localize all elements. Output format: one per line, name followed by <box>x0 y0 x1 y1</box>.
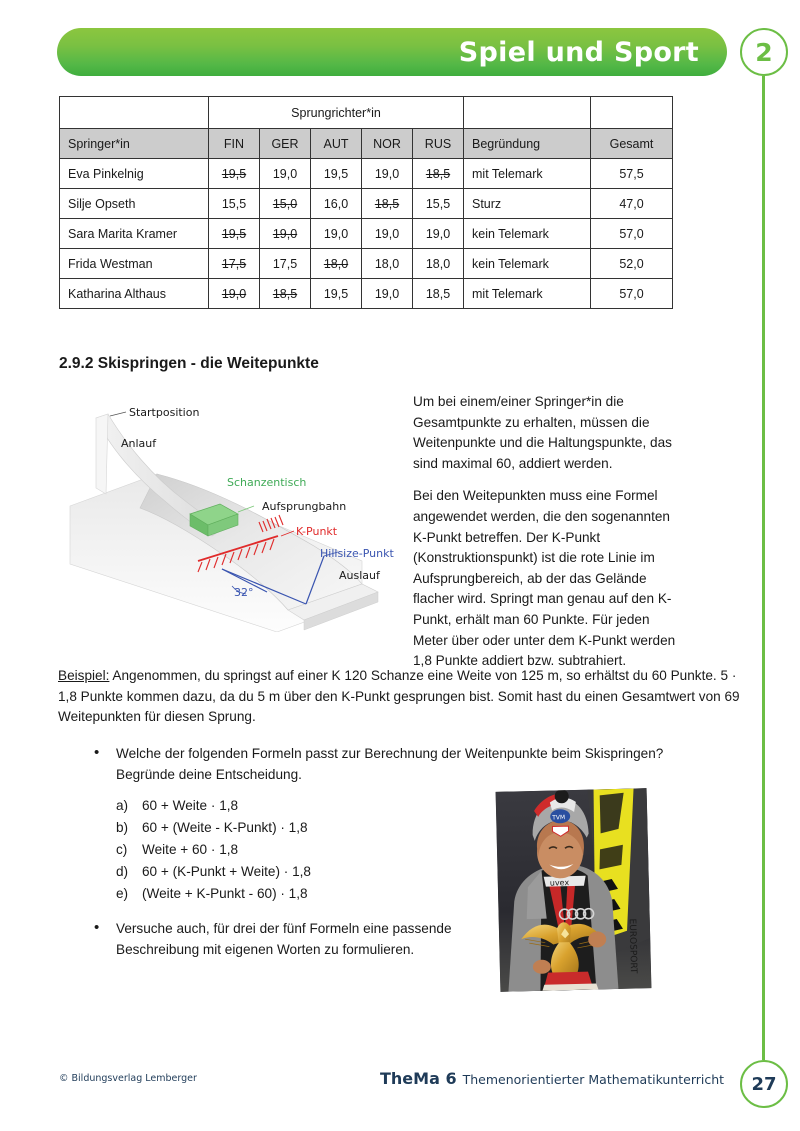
svg-text:TVM: TVM <box>552 814 566 822</box>
formula-option-text: 60 + (Weite - K-Punkt) · 1,8 <box>142 820 308 836</box>
cell-score-struck: 19,5 <box>221 226 247 241</box>
cell-judge-score <box>209 249 260 279</box>
formula-option-key: c) <box>116 842 128 858</box>
svg-text:uvex: uvex <box>549 878 570 888</box>
diagram-label-anlauf: Anlauf <box>121 437 157 450</box>
cell-judge-score <box>209 189 260 219</box>
cell-reason: kein Telemark <box>464 249 591 279</box>
cell-score-struck: 19,0 <box>272 226 298 241</box>
table-row <box>60 249 673 279</box>
cell-judge-score <box>311 249 362 279</box>
cell-score-struck: 17,5 <box>221 256 247 271</box>
intro-text-column <box>413 392 685 672</box>
cell-jumper-name: Sara Marita Kramer <box>60 219 209 249</box>
cell-judge-score <box>413 159 464 189</box>
diagram-label-hillsize-punkt: Hillsize-Punkt <box>320 547 394 560</box>
cell-score: 19,0 <box>272 166 298 181</box>
ski-jump-hill-diagram <box>62 396 407 632</box>
margin-accent-line <box>762 76 765 1060</box>
table-row <box>60 279 673 309</box>
cell-score: 19,0 <box>425 226 451 241</box>
cell-score: 19,5 <box>323 166 349 181</box>
table-column-header: RUS <box>413 129 464 159</box>
example-paragraph <box>58 666 748 728</box>
table-group-header: Sprungrichter*in <box>209 97 464 129</box>
formula-option-key: b) <box>116 820 129 836</box>
intro-paragraph-1: Um bei einem/einer Springer*in die Gesamtpunkte zu erhalten, müssen die Weitenpunkte und die Haltungspunkte, das sind maximal 60, addiert werden. <box>413 394 672 471</box>
table-row <box>60 189 673 219</box>
cell-judge-score <box>362 219 413 249</box>
cell-score: 19,0 <box>374 166 400 181</box>
table-group-header-row <box>60 97 673 129</box>
table-column-header: FIN <box>209 129 260 159</box>
cell-judge-score <box>209 159 260 189</box>
table-column-header: NOR <box>362 129 413 159</box>
formula-option-text: Weite + 60 · 1,8 <box>142 842 239 858</box>
cell-score: 19,0 <box>374 226 400 241</box>
section-heading: 2.9.2 Skispringen - die Weitepunkte <box>59 355 319 372</box>
cell-score-struck: 19,5 <box>221 166 247 181</box>
cell-score-struck: 18,5 <box>272 286 298 301</box>
table-column-header: AUT <box>311 129 362 159</box>
cell-score: 16,0 <box>323 196 349 211</box>
footer-copyright: © Bildungsverlag Lemberger <box>59 1073 197 1084</box>
cell-score: 17,5 <box>272 256 298 271</box>
cell-reason: kein Telemark <box>464 219 591 249</box>
table-blank-cell <box>60 97 209 129</box>
formula-option-text: 60 + Weite · 1,8 <box>142 798 239 814</box>
page-number-badge <box>740 1060 788 1108</box>
cell-jumper-name: Frida Westman <box>60 249 209 279</box>
formula-option-text: (Weite + K-Punkt - 60) · 1,8 <box>142 886 308 902</box>
page-number: 27 <box>751 1073 777 1095</box>
table-row <box>60 159 673 189</box>
diagram-label-aufsprungbahn: Aufsprungbahn <box>262 500 347 513</box>
intro-paragraph-2: Bei den Weitepunkten muss eine Formel angewendet werden, die den sogenannten K-Punkt betreffen. Der K-Punkt (Konstruktionspunkt) ist die rote Linie im Aufsprungbereich, ab der das Gelände flacher wird. Springt man genau auf den K-Punkt, erhält man 60 Punkte. Für jeden Meter über oder unter dem K-Punkt werden 1,8 Punkte addiert bzw. subtrahiert. <box>413 488 676 669</box>
example-text: Angenommen, du springst auf einer K 120 Schanze eine Weite von 125 m, so erhältst du 60 Punkte. 5 · 1,8 Punkte kommen dazu, da du 5 m über den K-Punkt gesprungen bist. Somit hast du einen Gesamtwert von 69 Weitepunkten für diesen Sprung. <box>58 668 740 725</box>
cell-score-struck: 18,5 <box>374 196 400 211</box>
cell-reason: mit Telemark <box>464 159 591 189</box>
ski-jumper-photo <box>496 788 652 992</box>
cell-score-struck: 19,0 <box>221 286 247 301</box>
chapter-header-banner <box>57 28 727 76</box>
cell-judge-score <box>311 279 362 309</box>
table-column-header: Gesamt <box>591 129 673 159</box>
diagram-label-startposition: Startposition <box>129 406 200 419</box>
page-title: Spiel und Sport <box>458 36 699 68</box>
cell-total: 57,5 <box>591 159 673 189</box>
cell-judge-score <box>413 189 464 219</box>
diagram-label-k-punkt: K-Punkt <box>296 525 338 538</box>
cell-total: 52,0 <box>591 249 673 279</box>
svg-text:32°: 32° <box>234 586 254 599</box>
task-bullet-1-line-2: Begründe deine Entscheidung. <box>116 766 302 782</box>
cell-judge-score <box>362 249 413 279</box>
task-bullet-2 <box>88 919 488 960</box>
table-column-header: Springer*in <box>60 129 209 159</box>
table-blank-cell <box>464 97 591 129</box>
cell-judge-score <box>362 189 413 219</box>
task-bullet-2-text: Versuche auch, für drei der fünf Formeln eine passende Beschreibung mit eigenen Worten zu formulieren. <box>116 921 452 957</box>
cell-score: 18,0 <box>374 256 400 271</box>
diagram-label-auslauf: Auslauf <box>339 569 380 582</box>
table-header-row <box>60 129 673 159</box>
table-column-header: GER <box>260 129 311 159</box>
footer-subtitle: Themenorientierter Mathematikunterricht <box>462 1072 725 1087</box>
formula-option-key: d) <box>116 864 129 880</box>
task-bullet-1 <box>88 744 728 785</box>
formula-option-key: a) <box>116 798 129 814</box>
table-column-header: Begründung <box>464 129 591 159</box>
cell-judge-score <box>413 219 464 249</box>
formula-option-text: 60 + (K-Punkt + Weite) · 1,8 <box>142 864 311 880</box>
footer-brand-block <box>380 1069 724 1088</box>
cell-jumper-name: Katharina Althaus <box>60 279 209 309</box>
cell-total: 57,0 <box>591 219 673 249</box>
cell-score: 18,5 <box>425 286 451 301</box>
cell-score: 15,5 <box>221 196 247 211</box>
table-row <box>60 219 673 249</box>
svg-text:EUROSPORT: EUROSPORT <box>626 918 639 974</box>
cell-score: 15,5 <box>425 196 451 211</box>
cell-judge-score <box>362 279 413 309</box>
cell-reason: Sturz <box>464 189 591 219</box>
cell-jumper-name: Eva Pinkelnig <box>60 159 209 189</box>
cell-judge-score <box>311 159 362 189</box>
cell-judge-score <box>311 189 362 219</box>
formula-option-key: e) <box>116 886 129 902</box>
cell-total: 47,0 <box>591 189 673 219</box>
cell-total: 57,0 <box>591 279 673 309</box>
cell-judge-score <box>260 249 311 279</box>
cell-judge-score <box>209 279 260 309</box>
cell-score: 19,0 <box>374 286 400 301</box>
cell-score-struck: 18,0 <box>323 256 349 271</box>
cell-judge-score <box>413 279 464 309</box>
cell-jumper-name: Silje Opseth <box>60 189 209 219</box>
diagram-label-schanzentisch: Schanzentisch <box>227 476 307 489</box>
cell-judge-score <box>260 219 311 249</box>
cell-score-struck: 15,0 <box>272 196 298 211</box>
cell-judge-score <box>413 249 464 279</box>
cell-judge-score <box>260 279 311 309</box>
example-label: Beispiel: <box>58 668 110 683</box>
cell-score-struck: 18,5 <box>425 166 451 181</box>
cell-score: 19,0 <box>323 226 349 241</box>
task-bullet-1-line-1: Welche der folgenden Formeln passt zur Berechnung der Weitenpunkte beim Skispringen? <box>116 746 664 761</box>
footer-brand: TheMa 6 <box>380 1069 457 1088</box>
cell-score: 18,0 <box>425 256 451 271</box>
chapter-number: 2 <box>755 37 773 67</box>
judge-scores-table <box>59 96 673 309</box>
cell-judge-score <box>311 219 362 249</box>
cell-judge-score <box>362 159 413 189</box>
cell-judge-score <box>260 189 311 219</box>
cell-score: 19,5 <box>323 286 349 301</box>
cell-judge-score <box>260 159 311 189</box>
table-blank-cell <box>591 97 673 129</box>
cell-judge-score <box>209 219 260 249</box>
cell-reason: mit Telemark <box>464 279 591 309</box>
chapter-number-badge <box>740 28 788 76</box>
